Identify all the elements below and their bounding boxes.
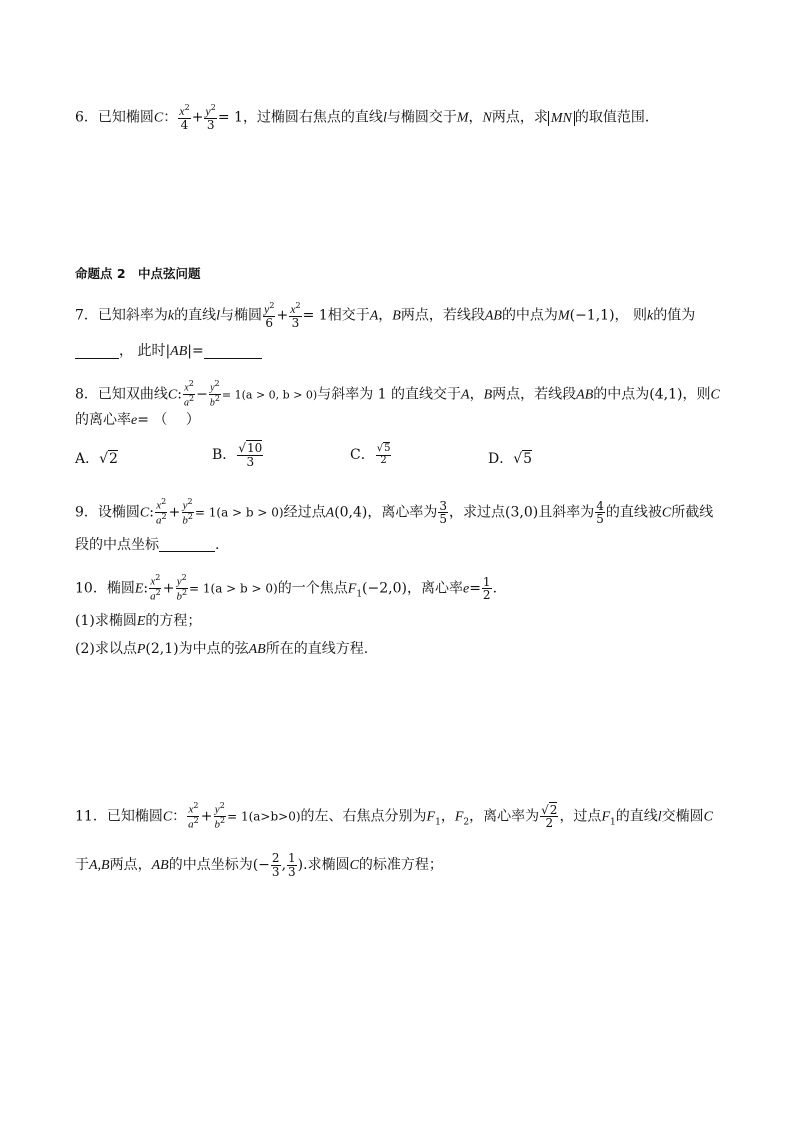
- text: ，离心率为: [367, 504, 438, 521]
- text: 的一个焦点: [277, 580, 348, 597]
- num: 1: [482, 574, 491, 589]
- var-a: a: [183, 397, 189, 409]
- option-D[interactable]: D．√5: [488, 451, 533, 467]
- var-l: l: [657, 809, 662, 825]
- text: 段的中点坐标: [75, 537, 159, 553]
- option-label: B．: [212, 447, 237, 464]
- text: 于: [75, 857, 89, 874]
- num: 1: [288, 851, 296, 865]
- eq: =: [469, 580, 481, 597]
- var-k: k: [167, 308, 175, 324]
- text: 所截线: [671, 504, 714, 521]
- text: 10．椭圆: [75, 580, 135, 597]
- subscript: 1: [610, 817, 616, 828]
- colon: :: [149, 504, 154, 521]
- q6-text: 的取值范围．: [574, 109, 659, 126]
- fraction-sqrt5-2: $\frac{√5}{2}$: [376, 443, 391, 466]
- section-heading: [75, 268, 201, 281]
- var-C: C: [162, 809, 173, 825]
- question-8-options: [75, 441, 725, 472]
- text: (1)求椭圆: [75, 613, 137, 629]
- option-B[interactable]: [212, 442, 264, 468]
- text: ，离心率: [406, 580, 463, 597]
- answer-blank-AB[interactable]: [204, 346, 262, 359]
- text: 的直线: [174, 307, 217, 324]
- fraction-sqrt2-2: $\frac{√2}{2}$: [541, 802, 558, 831]
- condition: = 1(a > b > 0): [194, 505, 284, 520]
- question-11-line2: [75, 852, 443, 878]
- text: 所在的直线方程.: [265, 641, 369, 657]
- fraction-y2-b2: $\frac{y^2}{b^2}$: [176, 573, 188, 603]
- text: 11．已知椭圆: [75, 808, 163, 825]
- text: 9．设椭圆: [75, 504, 140, 521]
- sep: ，: [440, 808, 455, 825]
- num: 4: [596, 498, 604, 513]
- var-k: k: [646, 308, 654, 324]
- var-AB: A,B: [89, 858, 110, 874]
- colon: :: [143, 580, 149, 597]
- sqrt-value: 5: [523, 451, 533, 467]
- var-A: A: [369, 308, 379, 324]
- sep: ，: [468, 109, 483, 126]
- option-A[interactable]: A．√2: [75, 451, 118, 467]
- fraction-y2-b2: $\frac{y^2}{b^2}$: [182, 497, 193, 527]
- den: 3: [291, 315, 300, 330]
- fraction-x2-a2: $\frac{x^2}{a^2}$: [188, 801, 199, 831]
- var-A: A: [461, 387, 470, 403]
- var-b: b: [209, 397, 215, 409]
- eq: = 1: [302, 307, 328, 324]
- var-C: C: [349, 858, 359, 874]
- var-B: B: [392, 308, 401, 324]
- text: (2)求以点: [75, 641, 137, 657]
- text: 经过点: [283, 504, 326, 521]
- text: 两点，: [109, 857, 152, 874]
- point: (4,1): [649, 386, 683, 403]
- text: 与椭圆: [220, 307, 263, 324]
- fraction-x2-a2: $\frac{x^2}{a^2}$: [150, 573, 161, 603]
- text: ，则: [682, 386, 711, 403]
- text: = （ ）: [137, 412, 200, 428]
- num: 2: [271, 851, 280, 865]
- plus: +: [191, 109, 204, 126]
- sqrt-value: 10: [246, 441, 263, 455]
- sep: ，: [469, 386, 484, 403]
- q6-text: ，过椭圆右焦点的直线: [242, 109, 383, 126]
- den: 2: [380, 454, 387, 466]
- var-C: C: [139, 505, 150, 521]
- den: 3: [288, 864, 296, 879]
- fraction-x2-a2: $\frac{x^2}{a^2}$: [183, 379, 195, 409]
- question-7-line2: [75, 344, 262, 359]
- var-P: P: [136, 642, 146, 657]
- text: ， 此时|: [119, 343, 171, 359]
- sqrt-value: 2: [549, 802, 558, 817]
- question-7-line1: 7．已知斜率为k的直线l与椭圆 $\frac{y^2}{6}$ + $\frac{x^2}{3}$ = 1相交于A，B两点，若线段AB的中点为M(−1,1)， 则k的值为: [75, 301, 696, 330]
- fraction-1-2: [482, 576, 492, 602]
- option-C[interactable]: [350, 444, 392, 466]
- point: (−1,1): [569, 307, 615, 324]
- var-e: e: [462, 581, 470, 597]
- paren-open: (−: [252, 857, 270, 874]
- fraction-x2-a2: $\frac{x^2}{a^2}$: [155, 497, 167, 527]
- text: 的直线被: [605, 504, 662, 521]
- text: ，过点: [559, 808, 602, 825]
- var-C: C: [703, 809, 713, 825]
- text: 的左、右焦点分别为: [300, 808, 427, 825]
- var-F: F: [454, 809, 464, 825]
- fraction-x2-4: $\frac{x^2}{4}$: [179, 103, 190, 132]
- var-M: M: [557, 308, 570, 324]
- q6-text: 两点，求: [491, 109, 548, 126]
- den: 3: [206, 117, 215, 132]
- fraction-sqrt10-3: $\frac{√10}{3}$: [238, 441, 263, 469]
- question-10-part1: [75, 614, 201, 629]
- fraction-x2-3: $\frac{x^2}{3}$: [290, 301, 301, 330]
- var-F: F: [426, 809, 436, 825]
- var-A: A: [325, 505, 335, 521]
- text: 的直线: [615, 808, 658, 825]
- text: .: [215, 537, 220, 553]
- text: 7．已知斜率为: [75, 307, 168, 324]
- text: .: [492, 580, 498, 597]
- var-E: E: [134, 581, 144, 597]
- den: 3: [246, 454, 255, 469]
- var-AB: AB: [170, 344, 188, 359]
- fraction-4-5: [595, 500, 605, 526]
- text: 的中点为: [593, 386, 650, 403]
- option-label: A．: [75, 451, 100, 467]
- subscript: 2: [463, 817, 470, 828]
- condition: = 1(a > 0, b > 0): [221, 388, 318, 402]
- num: 3: [439, 498, 448, 513]
- question-6: [75, 104, 659, 131]
- text: 交椭圆: [661, 808, 704, 825]
- point: (3,0): [505, 504, 539, 521]
- colon: :: [177, 386, 182, 403]
- var-M: M: [456, 110, 469, 126]
- den: 3: [271, 864, 280, 879]
- text: 8．已知双曲线: [75, 386, 168, 403]
- q6-colon: ：: [163, 109, 178, 126]
- fraction-y2-3: $\frac{y^2}{3}$: [205, 103, 216, 132]
- var-AB: AB: [151, 858, 169, 874]
- section-label: 命题点 2 中点弦问题: [75, 266, 201, 281]
- var-l: l: [382, 110, 387, 126]
- var-C: C: [153, 110, 164, 126]
- text: 且斜率为: [538, 504, 595, 521]
- var-B: B: [483, 387, 493, 403]
- text: ，离心率为: [469, 808, 540, 825]
- condition: = 1(a > b > 0): [189, 581, 278, 596]
- q6-prefix: 6．已知椭圆: [75, 109, 154, 126]
- question-10-part2: [75, 642, 368, 657]
- var-N: N: [482, 110, 492, 126]
- sqrt-value: 2: [109, 451, 118, 467]
- text: ， 则: [614, 307, 647, 324]
- question-8-line2: [75, 413, 200, 428]
- text: 相交于: [327, 307, 370, 324]
- text: .求椭圆: [303, 857, 350, 874]
- var-x: x: [179, 104, 185, 118]
- comma: ,: [281, 857, 287, 874]
- var-C: C: [661, 505, 672, 521]
- subscript: 1: [435, 817, 441, 828]
- q6-text: 与椭圆交于: [386, 109, 457, 126]
- condition: = 1(a>b>0): [227, 809, 301, 824]
- question-8-line1: 8．已知双曲线C: $\frac{x^2}{a^2}$ − $\frac{y^2}{b^2}$ = 1(a > 0, b > 0)与斜率为 1 的直线交于A，B两点，若线段AB的中点为(4,1)，则C: [75, 379, 720, 409]
- var-C: C: [167, 387, 178, 403]
- var-F: F: [347, 581, 357, 597]
- var-AB: AB: [248, 642, 266, 657]
- question-9-line1: 9．设椭圆C: $\frac{x^2}{a^2}$ + $\frac{y^2}{b^2}$ = 1(a > b > 0)经过点A(0,4)，离心率为 $\frac{3}{5}$ ，求过点(3,0)且斜率为 $\frac{4}{5}$ 的直线被C所截线: [75, 497, 714, 527]
- fraction-y2-6: $\frac{y^2}{6}$: [264, 301, 275, 330]
- answer-blank-k[interactable]: [75, 346, 119, 359]
- option-label: D．: [488, 451, 514, 467]
- question-9-line2: [75, 538, 219, 552]
- fraction-y2-b2: $\frac{y^2}{b^2}$: [214, 801, 226, 831]
- den: 5: [596, 512, 604, 527]
- var-e: e: [131, 413, 138, 428]
- var-C: C: [710, 387, 720, 403]
- sqrt-value: 5: [384, 443, 391, 454]
- text: 两点，若线段: [492, 386, 577, 403]
- den: 2: [545, 816, 554, 831]
- point: (0,4): [334, 504, 368, 521]
- text: ，求过点: [449, 504, 506, 521]
- fraction-2-3: [271, 852, 281, 878]
- text: 的标准方程；: [358, 857, 443, 874]
- option-label: C．: [350, 447, 375, 463]
- text: ，: [378, 307, 393, 324]
- question-10-line1: 10．椭圆E: $\frac{x^2}{a^2}$ + $\frac{y^2}{b^2}$ = 1(a > b > 0)的一个焦点$F_1(-2,0)$，离心率e= $\frac{1}{2}$ .: [75, 573, 498, 603]
- point: (−2,0): [362, 580, 407, 597]
- var-AB: AB: [484, 308, 502, 324]
- text: 的值为: [653, 307, 696, 324]
- colon: ：: [172, 808, 187, 825]
- subscript: 1: [356, 589, 363, 600]
- answer-blank-midpoint[interactable]: [159, 539, 215, 552]
- den: 4: [180, 117, 189, 132]
- text: 与斜率为 1 的直线交于: [317, 386, 462, 403]
- text: 的中点为: [501, 307, 558, 324]
- var-AB: AB: [576, 387, 594, 403]
- fraction-1-3: [287, 852, 297, 878]
- text: |=: [187, 343, 204, 359]
- text: 两点，若线段: [400, 307, 485, 324]
- den: 6: [265, 315, 274, 330]
- fraction-3-5: [438, 500, 448, 526]
- var-y: y: [205, 104, 211, 118]
- paren-close: ): [297, 857, 304, 874]
- text: 的离心率: [75, 412, 131, 428]
- text: 的中点坐标为: [168, 857, 253, 874]
- fraction-y2-b2: $\frac{y^2}{b^2}$: [209, 379, 220, 409]
- var-F: F: [601, 809, 610, 825]
- den: 2: [482, 588, 491, 603]
- point: (2,1): [145, 641, 179, 657]
- text: 为中点的弦: [178, 641, 249, 657]
- var-l: l: [216, 308, 221, 324]
- den: 5: [439, 512, 448, 527]
- eq: = 1: [217, 109, 243, 126]
- abs-MN: MN: [548, 111, 575, 126]
- text: 的方程；: [145, 613, 202, 629]
- question-11-line1: 11．已知椭圆C： $\frac{x^2}{a^2}$ + $\frac{y^2}{b^2}$ = 1(a>b>0)的左、右焦点分别为$F_1$，$F_2$，离心率为 $\frac{√2}{2}$ ，过点$F_1$的直线l交椭圆C: [75, 801, 713, 831]
- var-E: E: [136, 614, 146, 629]
